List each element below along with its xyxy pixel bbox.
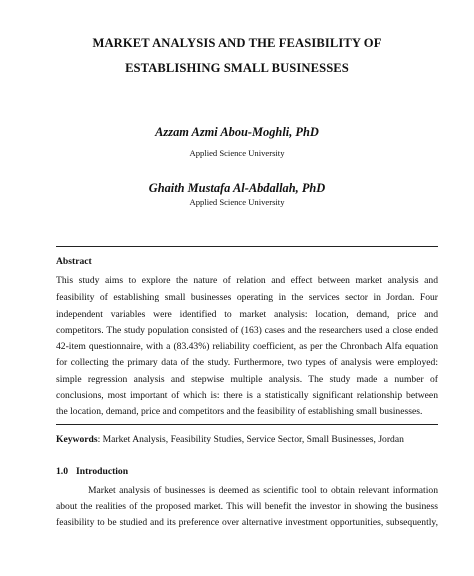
paper-title-line-1: MARKET ANALYSIS AND THE FEASIBILITY OF xyxy=(92,36,382,50)
abstract-line: feasibility of establishing small businesses operating in the services sector in Jordan. Four xyxy=(56,292,438,303)
section-title: Introduction xyxy=(76,466,129,477)
author-1-name: Azzam Azmi Abou-Moghli, PhD xyxy=(155,125,319,139)
intro-line: Market analysis of businesses is deemed as scientific tool to obtain relevant information xyxy=(88,485,438,496)
abstract-line: 42-item questionnaire, with a (83.43%) reliability coefficient, as per the Chronbach Alfa equation xyxy=(56,341,438,352)
abstract-line: simple regression analysis and stepwise multiple analysis. The study made a number of xyxy=(56,374,438,385)
abstract-line: for collecting the primary data of the study. Furthermore, two types of analysis were employed: xyxy=(56,357,438,368)
paper-title-line-2: ESTABLISHING SMALL BUSINESSES xyxy=(125,61,349,75)
abstract-line: the location, demand, price and competitors and the feasibility of establishing small businesses. xyxy=(56,406,423,417)
section-number: 1.0 xyxy=(56,466,68,477)
section-heading-introduction xyxy=(56,466,128,477)
abstract-line: competitors. The study population consisted of (163) cases and the researchers used a close ended xyxy=(56,325,438,336)
author-2-name: Ghaith Mustafa Al-Abdallah, PhD xyxy=(148,181,326,195)
keywords xyxy=(56,434,404,445)
abstract-heading: Abstract xyxy=(56,256,92,267)
abstract-bottom-rule xyxy=(56,424,438,425)
author-2-affiliation: Applied Science University xyxy=(189,197,285,207)
intro-line: about the realities of the proposed market. This will benefit the investor in showing the business xyxy=(56,501,438,512)
abstract-line: conclusions, most important of which is: there is a statistically significant relationship between xyxy=(56,390,438,401)
intro-line: feasibility to be studied and its preference over alternative investment opportunities, subsequently, xyxy=(56,517,438,528)
abstract-top-rule xyxy=(56,246,438,247)
keywords-text: : Market Analysis, Feasibility Studies, Service Sector, Small Businesses, Jordan xyxy=(97,434,404,445)
author-1-affiliation: Applied Science University xyxy=(189,148,285,158)
keywords-label: Keywords xyxy=(56,434,98,445)
abstract-line: independent variables were identified to market analysis: location, demand, price and xyxy=(56,309,438,320)
abstract-line: This study aims to explore the nature of relation and effect between market analysis and xyxy=(56,275,438,286)
